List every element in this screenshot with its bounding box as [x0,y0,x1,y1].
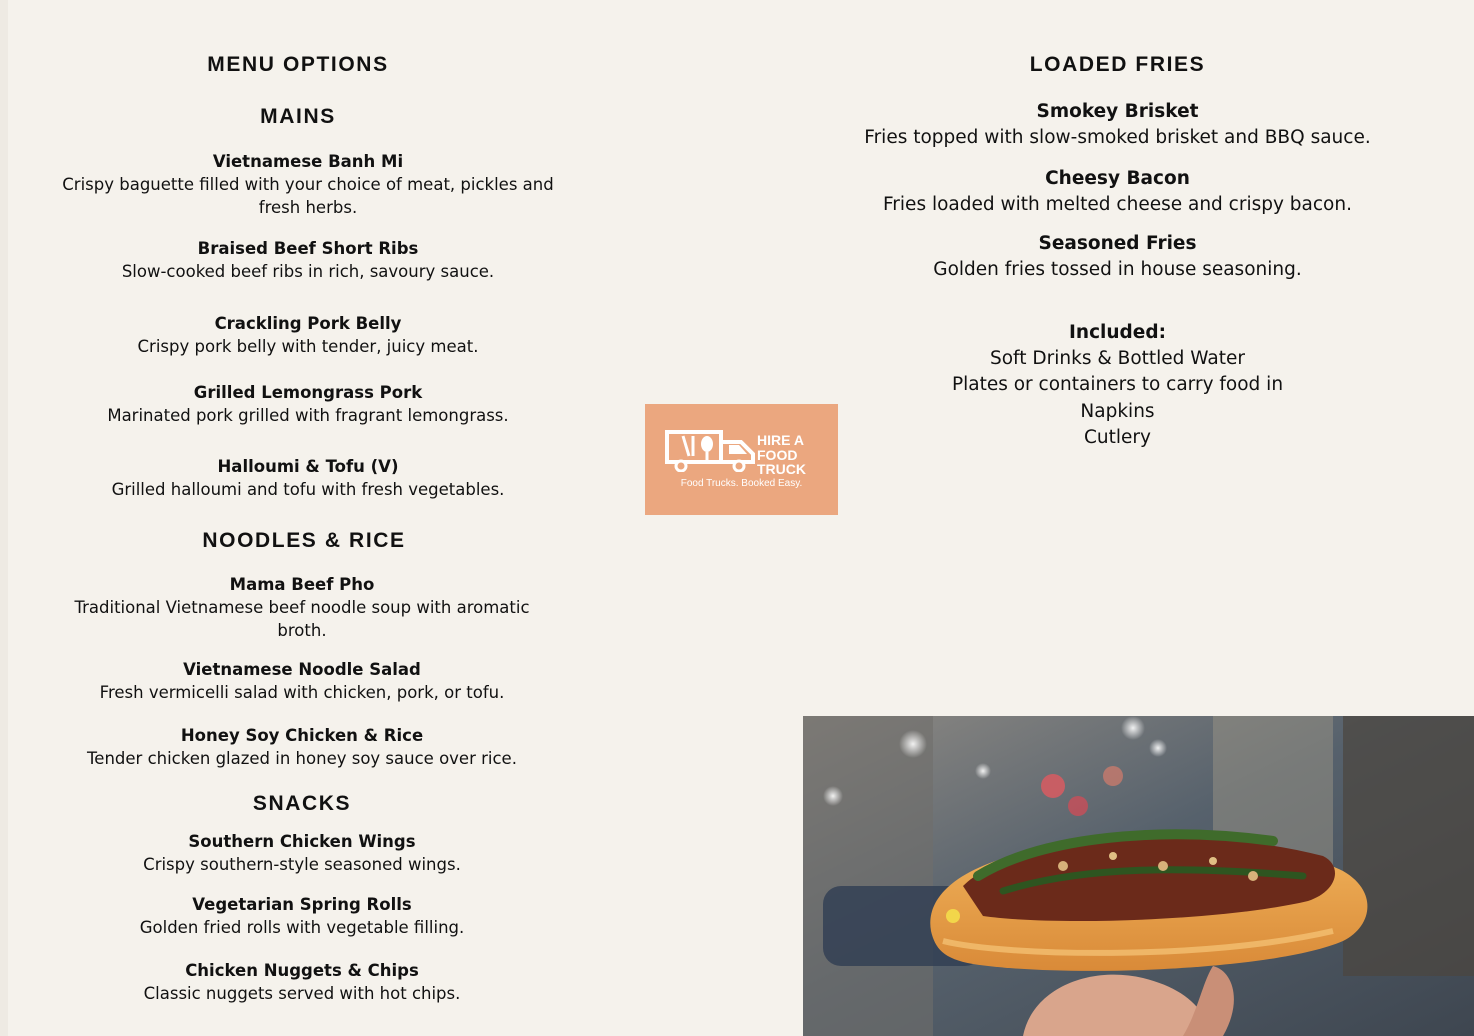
logo-line: TRUCK [757,461,806,477]
item-description: Golden fries tossed in house seasoning. [933,259,1302,280]
page-edge [0,0,8,1036]
item-description: Crispy baguette filled with your choice of meat, pickles and fresh herbs. [62,175,554,217]
banh-mi-photo-image [803,716,1474,1036]
menu-item [52,724,552,770]
menu-item [850,99,1385,151]
item-name: Honey Soy Chicken & Rice [180,726,424,745]
item-description: Crispy southern-style seasoned wings. [143,855,461,874]
item-description: Crispy pork belly with tender, juicy meat. [137,337,479,356]
menu-item [52,573,552,642]
logo-line: HIRE A [757,432,804,448]
item-name: Seasoned Fries [1038,233,1197,254]
menu-item [52,893,552,939]
menu-item [52,830,552,876]
item-name: Grilled Lemongrass Pork [193,383,423,402]
logo-tagline: Food Trucks. Booked Easy. [680,478,803,489]
section-heading-noodles-rice: NOODLES & RICE [202,529,406,552]
menu-title: MENU OPTIONS [207,53,389,76]
included-list [850,346,1385,451]
item-name: Southern Chicken Wings [188,832,416,851]
menu-item [52,959,552,1005]
item-name: Braised Beef Short Ribs [197,239,419,258]
banh-mi-photo [803,716,1474,1036]
item-description: Marinated pork grilled with fragrant lemongrass. [107,406,509,425]
item-name: Chicken Nuggets & Chips [185,961,419,980]
included-item: Napkins [1080,400,1155,422]
item-name: Vietnamese Banh Mi [212,152,404,171]
item-description: Classic nuggets served with hot chips. [143,984,461,1003]
menu-item [52,658,552,704]
food-truck-icon [663,428,757,472]
section-heading-loaded-fries: LOADED FRIES [1029,53,1206,76]
menu-item [58,312,558,358]
menu-item [850,166,1385,218]
included-heading: Included: [1069,322,1166,343]
section-heading-snacks: SNACKS [252,792,352,815]
item-name: Halloumi & Tofu (V) [217,457,399,476]
section-heading-mains: MAINS [260,105,336,128]
item-name: Cheesy Bacon [1045,168,1190,189]
included-item: Plates or containers to carry food in [951,374,1284,396]
item-name: Mama Beef Pho [229,575,375,594]
item-description: Fries loaded with melted cheese and crispy bacon. [883,194,1352,215]
item-description: Fresh vermicelli salad with chicken, pork, or tofu. [99,683,505,702]
logo-wordmark [757,433,827,477]
item-description: Grilled halloumi and tofu with fresh vegetables. [111,480,505,499]
included-item: Soft Drinks & Bottled Water [990,348,1245,369]
menu-item [850,231,1385,283]
item-name: Smokey Brisket [1036,101,1199,122]
menu-item [58,381,558,427]
menu-item [58,237,558,283]
menu-item [58,455,558,501]
item-description: Traditional Vietnamese beef noodle soup with aromatic broth. [74,598,530,640]
item-description: Slow-cooked beef ribs in rich, savoury sauce. [121,262,495,281]
menu-item [58,150,558,219]
item-name: Crackling Pork Belly [214,314,402,333]
hire-a-food-truck-logo [645,404,838,515]
item-name: Vietnamese Noodle Salad [183,660,421,679]
included-item: Cutlery [1084,426,1151,448]
logo-line: FOOD [757,446,798,463]
item-description: Golden fried rolls with vegetable filling. [139,918,465,937]
item-name: Vegetarian Spring Rolls [192,895,412,914]
included-section [850,320,1385,451]
item-description: Tender chicken glazed in honey soy sauce over rice. [87,749,517,768]
item-description: Fries topped with slow-smoked brisket and BBQ sauce. [864,127,1371,148]
